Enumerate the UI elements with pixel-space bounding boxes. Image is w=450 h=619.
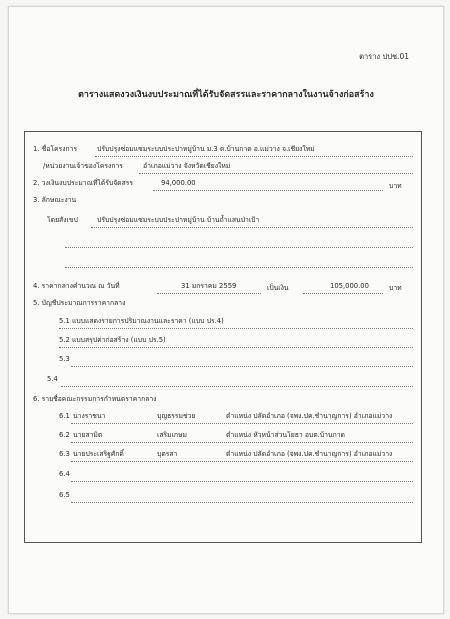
account-line	[71, 366, 413, 367]
budget-line	[153, 190, 383, 191]
committee-no: 6.3	[59, 450, 70, 458]
committee-no: 6.4	[59, 470, 70, 478]
committee-label: 6. รายชื่อคณะกรรมการกำหนดราคากลาง	[33, 395, 157, 403]
committee-line	[71, 502, 413, 503]
median-amount-line	[303, 293, 383, 294]
committee-surname: บุญธรรมช่วย	[157, 412, 196, 420]
budget-value: 94,000.00	[161, 179, 196, 187]
committee-position: ตำแหน่ง ปลัดอำเภอ (จพง.ปค.ชำนาญการ) อำเภอแม่วาง	[226, 450, 393, 458]
project-name-value: ปรับปรุงซ่อมแซมระบบประปาหมู่บ้าน ม.3 ต.บ้านกาด อ.แม่วาง จ.เชียงใหม่	[97, 145, 315, 153]
account-line	[59, 347, 413, 348]
committee-position: ตำแหน่ง ปลัดอำเภอ (จพง.ปค.ชำนาญการ) อำเภอแม่วาง	[226, 412, 393, 420]
account-line	[61, 386, 413, 387]
agency-value: อำเภอแม่วาง จังหวัดเชียงใหม่	[143, 162, 231, 170]
committee-name: นายประเสริฐศักดิ์	[73, 450, 124, 458]
committee-line	[71, 481, 413, 482]
summary-line-1	[91, 227, 413, 228]
median-amount-label: เป็นเงิน	[267, 284, 289, 292]
summary-line-2	[65, 247, 413, 248]
accounts-label: 5. บัญชีประมาณการราคากลาง	[33, 299, 126, 307]
account-item: 5.1 แบบแสดงรายการปริมาณงานและราคา (แบบ ปร.4)	[59, 317, 224, 325]
summary-label: โดยสังเขป	[47, 216, 78, 224]
median-date: 31 มกราคม 2559	[181, 282, 237, 290]
committee-surname: บุตรสา	[157, 450, 178, 458]
committee-position: ตำแหน่ง หัวหน้าส่วนโยธา อบต.บ้านกาด	[226, 431, 345, 439]
median-date-line	[157, 293, 261, 294]
document-title: ตารางแสดงวงเงินงบประมาณที่ได้รับจัดสรรและราคากลางในงานจ้างก่อสร้าง	[78, 90, 374, 100]
agency-line	[139, 173, 413, 174]
form-box	[24, 131, 422, 543]
committee-line	[71, 442, 413, 443]
median-unit: บาท	[389, 284, 402, 292]
document-page	[8, 6, 444, 614]
committee-surname: เสริมเกษม	[157, 431, 188, 439]
account-line	[59, 328, 413, 329]
agency-label: /หน่วยงานเจ้าของโครงการ	[43, 162, 123, 170]
committee-line	[71, 461, 413, 462]
budget-unit: บาท	[389, 182, 402, 190]
account-item: 5.3	[59, 355, 70, 363]
median-label: 4. ราคากลางคำนวณ ณ วันที่	[33, 282, 120, 290]
account-item: 5.2 แบบสรุปค่าก่อสร้าง (แบบ ปร.5)	[59, 336, 166, 344]
project-name-label: 1. ชื่อโครงการ	[33, 145, 78, 153]
budget-label: 2. วงเงินงบประมาณที่ได้รับจัดสรร	[33, 179, 134, 187]
committee-name: นายสามิต	[73, 431, 103, 439]
committee-no: 6.5	[59, 491, 70, 499]
committee-line	[71, 423, 413, 424]
committee-no: 6.1	[59, 412, 70, 420]
account-item: 5.4	[47, 375, 58, 383]
form-code: ตาราง ปปช.01	[359, 52, 409, 61]
median-amount: 105,000.00	[330, 282, 369, 290]
committee-name: นางราชนา	[73, 412, 106, 420]
nature-label: 3. ลักษณะงาน	[33, 196, 77, 204]
summary-line-3	[65, 267, 413, 268]
committee-no: 6.2	[59, 431, 70, 439]
project-name-line	[95, 156, 413, 157]
summary-value: ปรับปรุงซ่อมแซมระบบประปาหมู่บ้าน บ้านถ้ำแสนป่าเป้า	[97, 216, 260, 224]
